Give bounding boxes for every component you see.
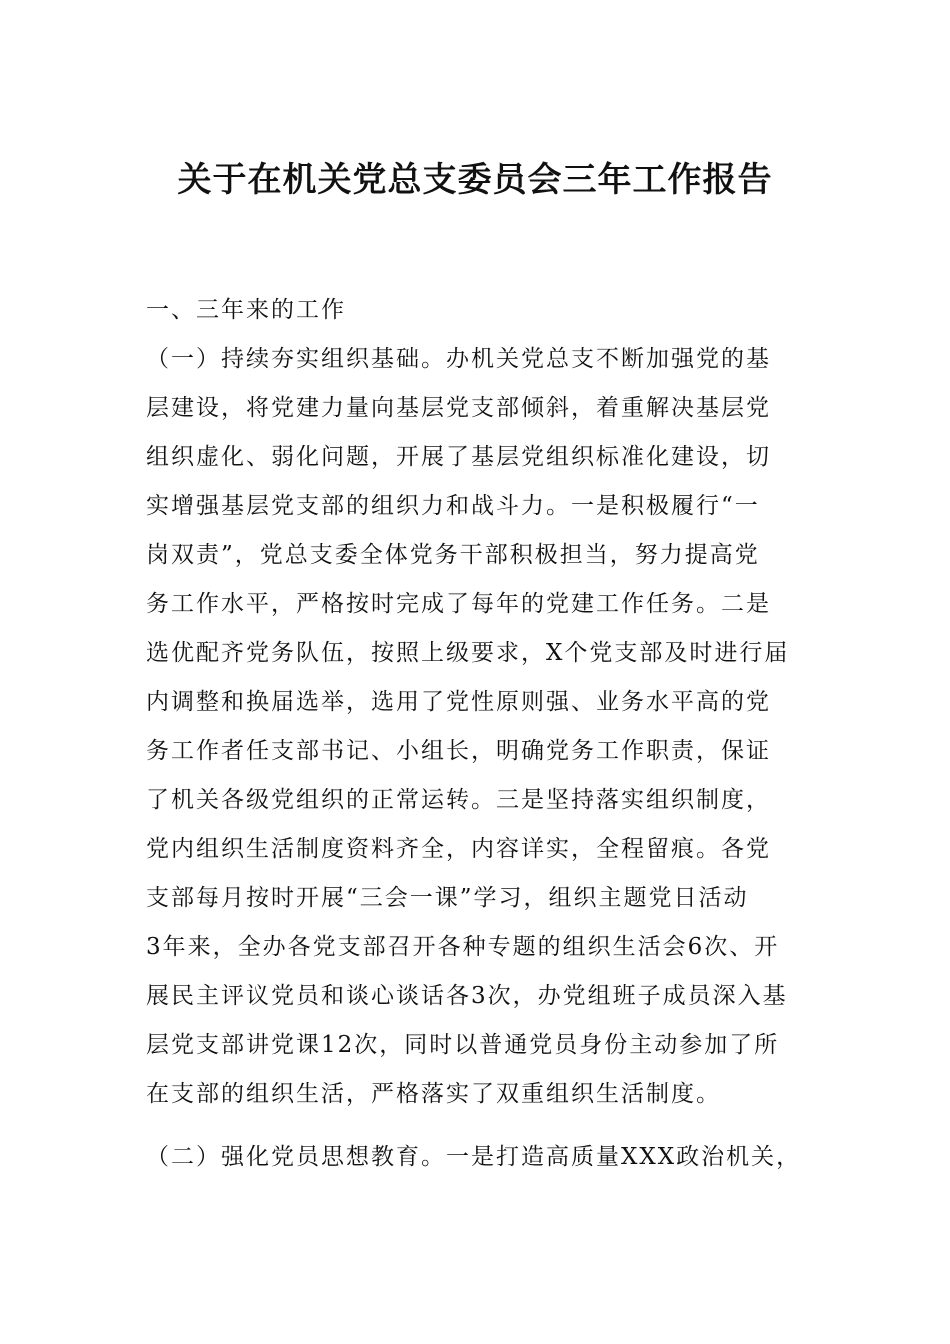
paragraph-line: 务工作者任支部书记、小组长，明确党务工作职责，保证	[146, 738, 771, 764]
paragraph-line: （二）强化党员思想教育。一是打造高质量XXX政治机关，	[146, 1144, 802, 1170]
paragraph-line: 务工作水平，严格按时完成了每年的党建工作任务。二是	[146, 591, 771, 617]
paragraph-line: 内调整和换届选举，选用了党性原则强、业务水平高的党	[146, 689, 771, 715]
paragraph-line: 选优配齐党务队伍，按照上级要求，X个党支部及时进行届	[146, 640, 790, 666]
paragraph-line: （一）持续夯实组织基础。办机关党总支不断加强党的基	[146, 346, 771, 372]
paragraph-line: 岗双责”，党总支委全体党务干部积极担当，努力提高党	[146, 542, 760, 568]
paragraph-line: 层党支部讲党课12次，同时以普通党员身份主动参加了所	[146, 1032, 780, 1058]
paragraph-line: 组织虚化、弱化问题，开展了基层党组织标准化建设，切	[146, 444, 771, 470]
paragraph-organization-foundation	[146, 335, 814, 1119]
paragraph-line: 党内组织生活制度资料齐全，内容详实，全程留痕。各党	[146, 836, 771, 862]
paragraph-line: 3年来，全办各党支部召开各种专题的组织生活会6次、开	[146, 934, 780, 960]
paragraph-line: 实增强基层党支部的组织力和战斗力。一是积极履行“一	[146, 493, 760, 519]
paragraph-line: 在支部的组织生活，严格落实了双重组织生活制度。	[146, 1081, 721, 1107]
paragraph-line: 支部每月按时开展“三会一课”学习，组织主题党日活动	[146, 885, 749, 911]
section-heading: 一、三年来的工作	[146, 297, 346, 323]
paragraph-ideological-education	[146, 1133, 814, 1182]
paragraph-line: 了机关各级党组织的正常运转。三是坚持落实组织制度，	[146, 787, 771, 813]
paragraph-line: 展民主评议党员和谈心谈话各3次，办党组班子成员深入基	[146, 983, 788, 1009]
document-title: 关于在机关党总支委员会三年工作报告	[177, 160, 773, 200]
paragraph-line: 层建设，将党建力量向基层党支部倾斜，着重解决基层党	[146, 395, 771, 421]
